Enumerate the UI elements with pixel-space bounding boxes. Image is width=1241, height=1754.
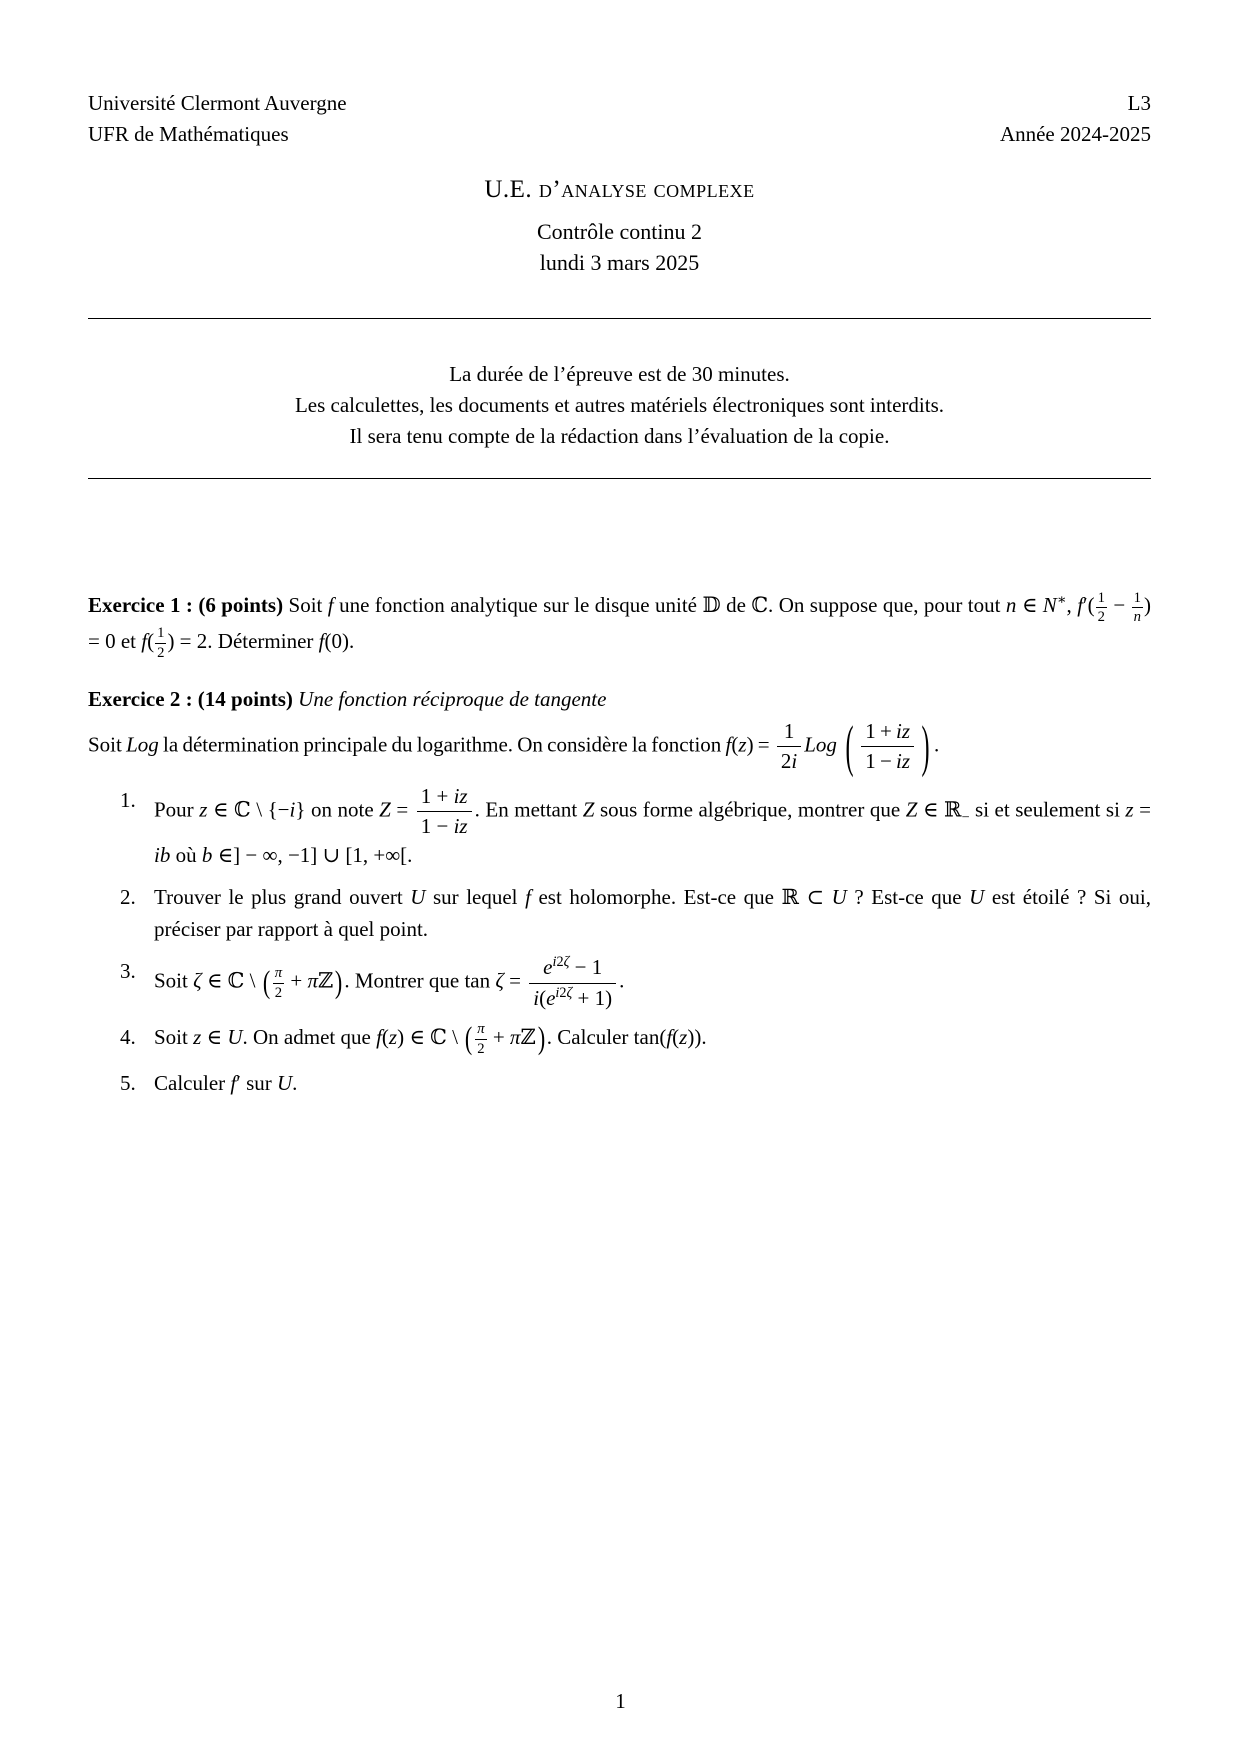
- text-run: . Calculer tan(: [546, 1024, 667, 1049]
- text-run: ∈: [1016, 593, 1043, 617]
- text-run: Trouver le plus grand ouvert: [154, 885, 411, 910]
- text-run: f: [230, 1070, 237, 1095]
- list-item: [120, 1067, 1151, 1099]
- item-number: 2.: [120, 885, 136, 910]
- text-run: z: [388, 1024, 398, 1049]
- text-run: i: [791, 748, 798, 773]
- list-item: [120, 1021, 1151, 1057]
- text-run: (: [539, 985, 547, 1010]
- text-run: Soit: [88, 732, 127, 757]
- text-run: une fonction analytique sur le disque unité: [333, 593, 703, 617]
- page-number: 1: [615, 1689, 626, 1713]
- text-run: ib: [154, 843, 171, 868]
- text-run: (: [845, 714, 854, 779]
- text-run: ℤ: [317, 968, 334, 993]
- text-run: ,: [1066, 593, 1078, 617]
- text-run: π: [509, 1024, 521, 1049]
- text-run: f: [327, 593, 334, 617]
- text-run: −: [1107, 593, 1131, 617]
- text-run: n: [1005, 593, 1017, 617]
- title-block: [88, 176, 1151, 278]
- text-run: ∈: [917, 797, 944, 822]
- text-run: f: [376, 1024, 382, 1049]
- text-run: 1 −: [865, 748, 897, 773]
- fraction: [273, 965, 284, 1000]
- text-run: 1 −: [420, 814, 454, 839]
- text-run: =: [503, 968, 527, 993]
- text-run: Log: [804, 732, 837, 757]
- text-run: − 1: [569, 955, 603, 980]
- text-run: f: [725, 732, 732, 757]
- level-label: L3: [1127, 91, 1151, 115]
- text-run: 2: [274, 984, 283, 1001]
- text-run: ? Est-ce que: [846, 885, 970, 910]
- text-run: Soit: [154, 1024, 194, 1049]
- text-run: Une fonction réciproque de tangente: [298, 686, 607, 711]
- text-run: ℂ: [227, 968, 245, 993]
- text-run: ℝ: [944, 797, 962, 822]
- text-run: f: [318, 628, 325, 653]
- item-number: 5.: [120, 1070, 136, 1095]
- text-run: .: [292, 1070, 298, 1095]
- text-run: Pour: [154, 797, 200, 822]
- text-run: i: [555, 984, 560, 1001]
- text-run: ζ: [563, 954, 570, 971]
- text-run: sous forme algébrique, montrer que: [594, 797, 906, 822]
- fraction: [1096, 590, 1107, 625]
- text-run: (0).: [324, 628, 355, 653]
- text-run: 2: [1097, 608, 1105, 625]
- text-run: . Montrer que tan: [344, 968, 496, 993]
- text-run: ) = 2. Déterminer: [167, 628, 319, 653]
- exam-date: lundi 3 mars 2025: [539, 250, 700, 275]
- list-item: [120, 955, 1151, 1010]
- text-run: )).: [687, 1024, 707, 1049]
- text-run: .: [619, 968, 625, 993]
- text-run: U: [277, 1070, 293, 1095]
- text-run: \: [244, 968, 261, 993]
- text-run: de: [720, 593, 752, 617]
- text-run: U: [831, 885, 847, 910]
- text-run: U: [410, 885, 426, 910]
- text-run: n: [1133, 608, 1141, 625]
- text-run: +: [487, 1024, 510, 1049]
- text-run: ℝ: [781, 885, 799, 910]
- text-run: N: [1042, 593, 1057, 617]
- academic-year: Année 2024-2025: [999, 122, 1151, 146]
- list-item: [120, 881, 1151, 945]
- text-run: ∗: [1056, 592, 1067, 608]
- university-name: Université Clermont Auvergne: [88, 91, 347, 115]
- text-run: U: [227, 1024, 243, 1049]
- text-run: π: [307, 968, 318, 993]
- item-content: [154, 1021, 1151, 1057]
- fraction: [861, 719, 914, 774]
- text-run: e: [543, 955, 553, 980]
- text-run: 2: [477, 1040, 485, 1057]
- item-content: [154, 1067, 1151, 1099]
- fraction: [155, 625, 166, 660]
- text-run: 2: [559, 984, 567, 1001]
- notice-redaction: Il sera tenu compte de la rédaction dans l’évaluation de la copie.: [349, 424, 890, 448]
- text-run: ζ: [495, 968, 504, 993]
- text-run: Z: [582, 797, 595, 822]
- text-run: (: [262, 963, 270, 1000]
- text-run: Z: [905, 797, 918, 822]
- text-run: i: [552, 954, 557, 971]
- text-run: i: [533, 985, 540, 1010]
- text-run: 1: [157, 625, 165, 642]
- text-run: la détermination principale du logarithme. On considère la fonction: [158, 732, 726, 757]
- text-run: ∈: [207, 797, 234, 822]
- text-run: ∈: [201, 968, 228, 993]
- text-run: f: [141, 628, 148, 653]
- text-run: iz: [896, 718, 911, 743]
- text-run: =: [390, 797, 414, 822]
- text-run: 1: [1097, 589, 1105, 606]
- text-run: \ {−: [250, 797, 290, 822]
- text-run: [837, 732, 841, 756]
- text-run: est étoilé ? Si oui, préciser par rapport à quel point.: [154, 885, 1151, 942]
- text-run: +: [285, 968, 308, 993]
- text-run: ∈: [201, 1024, 228, 1049]
- text-run: } on note: [295, 797, 380, 822]
- header-right: [1000, 88, 1151, 150]
- text-run: Soit: [154, 968, 194, 993]
- fraction: [529, 955, 616, 1010]
- text-run: iz: [453, 814, 468, 839]
- text-run: b: [201, 843, 213, 868]
- text-run: Calculer: [154, 1070, 231, 1095]
- text-run: Z: [379, 797, 391, 822]
- text-run: U: [969, 885, 985, 910]
- notice-block: [88, 359, 1151, 452]
- text-run: ) ∈: [397, 1024, 431, 1049]
- text-run: (: [731, 732, 739, 757]
- text-run: + 1): [572, 985, 613, 1010]
- text-run: ⊂: [798, 885, 832, 910]
- text-run: 1: [1133, 589, 1141, 606]
- divider-bottom: [88, 478, 1151, 479]
- text-run: 2: [780, 748, 792, 773]
- text-run: f: [1077, 593, 1084, 617]
- exercise-2-intro: [88, 714, 1151, 779]
- fraction: [475, 1021, 486, 1056]
- text-run: π: [274, 965, 283, 982]
- text-run: ∈] − ∞, −1] ∪ [1, +∞[.: [212, 843, 413, 868]
- text-run: z: [193, 1024, 202, 1049]
- text-run: z: [199, 797, 208, 822]
- text-run: 2: [556, 954, 564, 971]
- text-run: 𝔻: [702, 593, 721, 617]
- superscript: [1057, 592, 1067, 608]
- exercise-2-question-list: [88, 784, 1151, 1099]
- text-run: z: [679, 1024, 688, 1049]
- text-run: \: [446, 1024, 464, 1049]
- text-run: . On admet que: [242, 1024, 377, 1049]
- course-title: U.E. d’analyse complexe: [484, 176, 755, 203]
- text-run: ℂ: [430, 1024, 447, 1049]
- fraction: [1132, 590, 1143, 625]
- superscript: [552, 954, 569, 970]
- text-run: π: [477, 1021, 485, 1038]
- text-run: 1: [783, 718, 795, 743]
- notice-materials: Les calculettes, les documents et autres matériels électroniques sont interdits.: [294, 393, 945, 417]
- text-run: f: [666, 1024, 673, 1049]
- item-number: 3.: [120, 959, 136, 984]
- text-run: Exercice 2 : (14 points): [88, 686, 299, 711]
- item-content: [154, 881, 1151, 945]
- text-run: ℂ: [233, 797, 251, 822]
- item-number: 1.: [120, 788, 136, 813]
- text-run: f: [525, 885, 531, 910]
- item-content: [154, 955, 1151, 1010]
- text-run: ′(: [1083, 593, 1095, 617]
- text-run: 1 +: [865, 718, 897, 743]
- item-content: [154, 784, 1151, 871]
- exam-title: Contrôle continu 2: [537, 219, 702, 244]
- header: [88, 88, 1151, 150]
- text-run: ζ: [566, 984, 573, 1001]
- text-run: ) =: [746, 732, 774, 757]
- text-run: sur lequel: [425, 885, 526, 910]
- list-item: [120, 784, 1151, 871]
- text-run: . On suppose que, pour tout: [768, 593, 1006, 617]
- text-run: ): [537, 1019, 545, 1056]
- text-run: est holomorphe. Est-ce que: [530, 885, 782, 910]
- notice-duration: La durée de l’épreuve est de 30 minutes.: [449, 362, 790, 386]
- subscript: [961, 810, 969, 826]
- text-run: (: [672, 1024, 680, 1049]
- text-run: 2: [157, 644, 165, 661]
- exam-subtitle: [88, 216, 1151, 278]
- faculty-name: UFR de Mathématiques: [88, 122, 289, 146]
- text-run: ): [921, 714, 930, 779]
- text-run: ℤ: [520, 1024, 536, 1049]
- superscript: [555, 985, 572, 1001]
- fraction: [777, 719, 801, 774]
- text-run: z: [1125, 797, 1134, 822]
- text-run: où: [170, 843, 202, 868]
- text-run: . En mettant: [474, 797, 583, 822]
- item-number: 4.: [120, 1024, 136, 1049]
- text-run: ζ: [193, 968, 202, 993]
- fraction: [417, 784, 472, 839]
- text-run: 1 +: [420, 784, 454, 809]
- text-run: ℂ: [751, 593, 769, 617]
- text-run: Log: [126, 732, 159, 757]
- text-run: e: [546, 985, 556, 1010]
- text-run: si et seulement si: [969, 797, 1126, 822]
- text-run: iz: [453, 784, 468, 809]
- text-run: (: [465, 1019, 473, 1056]
- exercise-1-paragraph: [88, 589, 1151, 661]
- text-run: −: [961, 809, 970, 826]
- text-run: Soit: [283, 593, 328, 617]
- text-run: z: [738, 732, 747, 757]
- divider-top: [88, 318, 1151, 319]
- text-run: ) = 0 et: [88, 593, 1151, 653]
- text-run: Exercice 1 : (6 points): [88, 593, 284, 617]
- text-run: ): [335, 963, 343, 1000]
- text-run: =: [1133, 797, 1151, 822]
- header-left: [88, 88, 347, 150]
- text-run: ′ sur: [236, 1070, 277, 1095]
- text-run: (: [147, 628, 155, 653]
- text-run: .: [934, 732, 940, 757]
- text-run: iz: [896, 748, 911, 773]
- text-run: (: [381, 1024, 389, 1049]
- exercise-2-heading: [88, 683, 1151, 715]
- text-run: i: [289, 797, 296, 822]
